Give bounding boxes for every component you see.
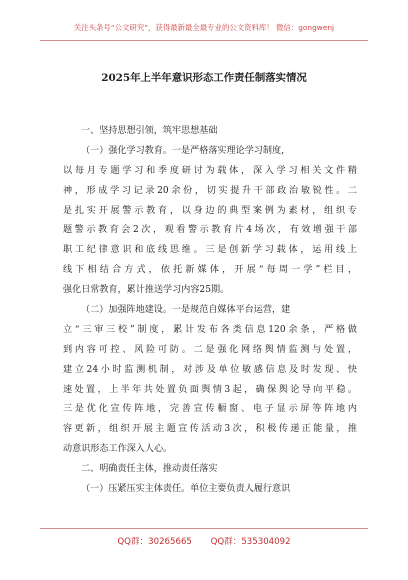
paragraph-line: 三是优化宣传阵地，完善宣传橱窗、电子显示屏等阵地内 <box>63 404 357 415</box>
paragraph-line: 容更新，组织开展主题宣传活动3次，积极传递正能量，推 <box>63 424 357 435</box>
footer-qq-group-1: QQ群：30265665 <box>117 537 192 547</box>
paragraph-line: （二）加强阵地建设。一是规范自媒体平台运营，建 <box>81 305 291 316</box>
paragraph-line: 是扎实开展警示教育，以身边的典型案例为素材，组织专 <box>63 205 357 216</box>
paragraph-line: 以每月专题学习和季度研讨为载体，深入学习相关文件精 <box>63 165 357 176</box>
paragraph-line: （一）压紧压实主体责任。单位主要负责人履行意识 <box>81 484 291 495</box>
header-divider <box>40 40 368 41</box>
paragraph-line: 建立24小时监测机制，对涉及单位敏感信息及时发现、快 <box>63 364 357 375</box>
paragraph-line: （一）强化学习教育。一是严格落实理论学习制度， <box>81 145 291 156</box>
footer-divider <box>40 528 368 529</box>
paragraph-line: 职工纪律意识和底线思维。三是创新学习载体，运用线上 <box>63 245 357 256</box>
paragraph-line: 速处置，上半年共处置负面舆情3起，确保舆论导向平稳。 <box>63 384 357 395</box>
document-title: 2025年上半年意识形态工作责任制落实情况 <box>101 72 307 84</box>
footer-qq-group-2: QQ群：535304092 <box>210 537 291 547</box>
paragraph-line: 动意识形态工作深入人心。 <box>63 444 173 455</box>
section-heading: 二、明确责任主体，推动责任落实 <box>81 464 218 475</box>
header-banner: 关注头条号“公文研究”，获得最新最全最专业的公文资料库！ 微信：gongwenj <box>73 23 335 32</box>
document-body <box>63 122 357 500</box>
footer <box>0 535 408 547</box>
paragraph-line: 强化日常教育，累计推送学习内容25期。 <box>63 285 230 296</box>
paragraph-line: 到内容可控、风险可防。二是强化网络舆情监测与处置， <box>63 344 357 355</box>
paragraph-line: 线下相结合方式，依托新媒体，开展“每周一学”栏目， <box>63 265 357 276</box>
paragraph-line: 立“三审三校”制度，累计发布各类信息120余条，严格做 <box>63 324 357 335</box>
paragraph-line: 神，形成学习记录20余份，切实提升干部政治敏锐性。二 <box>63 185 357 196</box>
paragraph-line: 题警示教育会2次，观看警示教育片4场次，有效增强干部 <box>63 225 357 236</box>
section-heading: 一、坚持思想引领，筑牢思想基础 <box>81 126 218 136</box>
